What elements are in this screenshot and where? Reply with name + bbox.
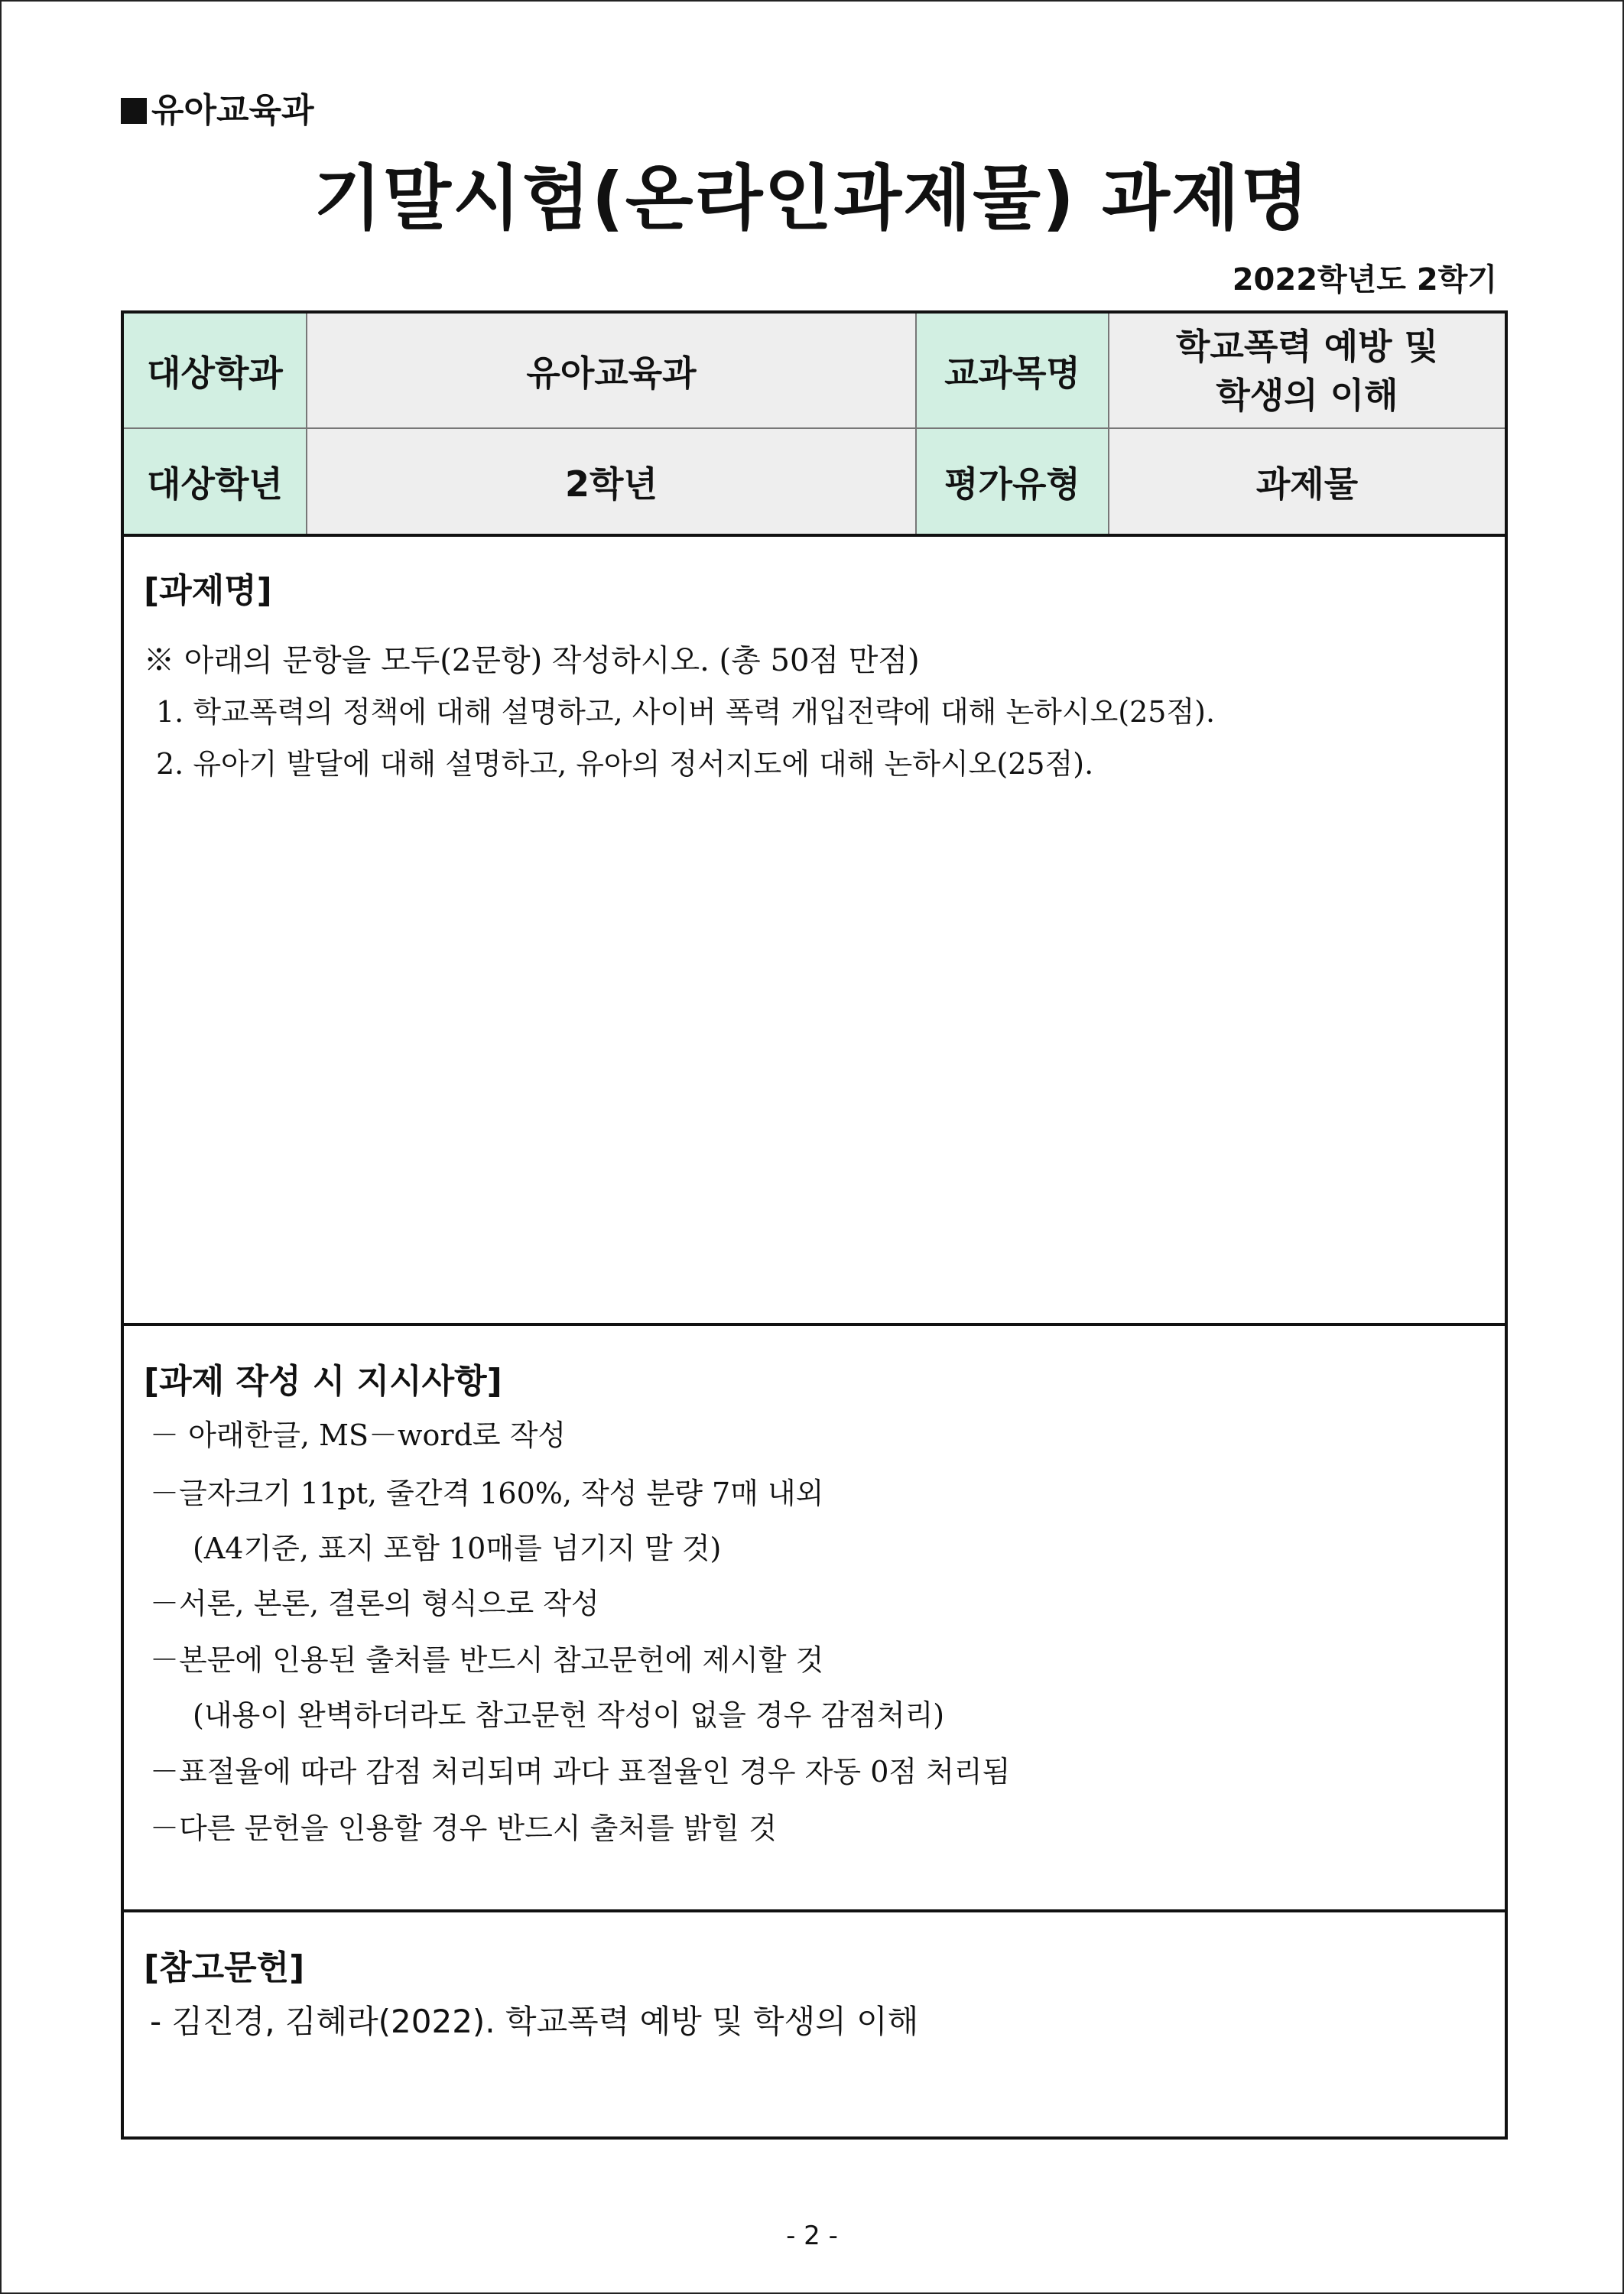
instruction-line: －다른 문헌을 인용할 경우 반드시 출처를 밝힐 것 — [150, 1811, 778, 1845]
department-label — [121, 83, 314, 132]
subject-line-2: 학생의 이해 — [1216, 374, 1398, 416]
label-subject-name: 교과목명 — [916, 314, 1109, 428]
assignment-section — [124, 535, 1505, 1326]
value-evaluation-type: 과제물 — [1109, 428, 1505, 535]
references-heading: [참고문헌] — [144, 1948, 305, 1987]
question-item: 2. 유아기 발달에 대해 설명하고, 유아의 정서지도에 대해 논하시오(25점). — [156, 747, 1094, 781]
info-table — [124, 314, 1505, 537]
subject-line-1: 학교폭력 예방 및 — [1175, 325, 1439, 367]
value-target-department: 유아교육과 — [307, 314, 916, 428]
label-evaluation-type: 평가유형 — [916, 428, 1109, 535]
department-text: 유아교육과 — [151, 91, 314, 130]
semester-label: 2022학년도 2학기 — [1232, 262, 1497, 297]
instruction-line: (내용이 완벽하더라도 참고문헌 작성이 없을 경우 감점처리) — [193, 1698, 945, 1732]
label-target-department: 대상학과 — [124, 314, 307, 428]
instruction-line: － 아래한글, MS－word로 작성 — [150, 1418, 567, 1452]
instruction-line: －본문에 인용된 출처를 반드시 참고문헌에 제시할 것 — [150, 1643, 824, 1677]
instructions-section — [124, 1326, 1505, 1912]
square-bullet-icon — [121, 98, 147, 124]
value-target-year: 2학년 — [307, 428, 916, 535]
instructions-heading: [과제 작성 시 지시사항] — [144, 1362, 502, 1401]
question-item: 1. 학교폭력의 정책에 대해 설명하고, 사이버 폭력 개입전략에 대해 논하시오(25점). — [156, 695, 1216, 729]
instruction-line: －표절율에 따라 감점 처리되며 과다 표절율인 경우 자동 0점 처리됨 — [150, 1755, 1011, 1789]
info-row-department — [124, 314, 1505, 428]
assignment-notice: ※ 아래의 문항을 모두(2문항) 작성하시오. (총 50점 만점) — [144, 643, 920, 678]
value-subject-name — [1109, 314, 1505, 428]
assignment-form — [121, 310, 1508, 2140]
info-row-year — [124, 428, 1505, 535]
reference-item: - 김진경, 김혜라(2022). 학교폭력 예방 및 학생의 이해 — [150, 2003, 919, 2040]
references-section — [124, 1912, 1505, 2136]
page-number: - 2 - — [786, 2221, 838, 2251]
assignment-heading: [과제명] — [144, 571, 272, 610]
instruction-line: －글자크기 11pt, 줄간격 160%, 작성 분량 7매 내외 — [150, 1477, 824, 1510]
instruction-line: －서론, 본론, 결론의 형식으로 작성 — [150, 1587, 599, 1620]
page-title: 기말시험(온라인과제물) 과제명 — [313, 158, 1311, 239]
label-target-year: 대상학년 — [124, 428, 307, 535]
instruction-line: (A4기준, 표지 포함 10매를 넘기지 말 것) — [193, 1532, 722, 1565]
